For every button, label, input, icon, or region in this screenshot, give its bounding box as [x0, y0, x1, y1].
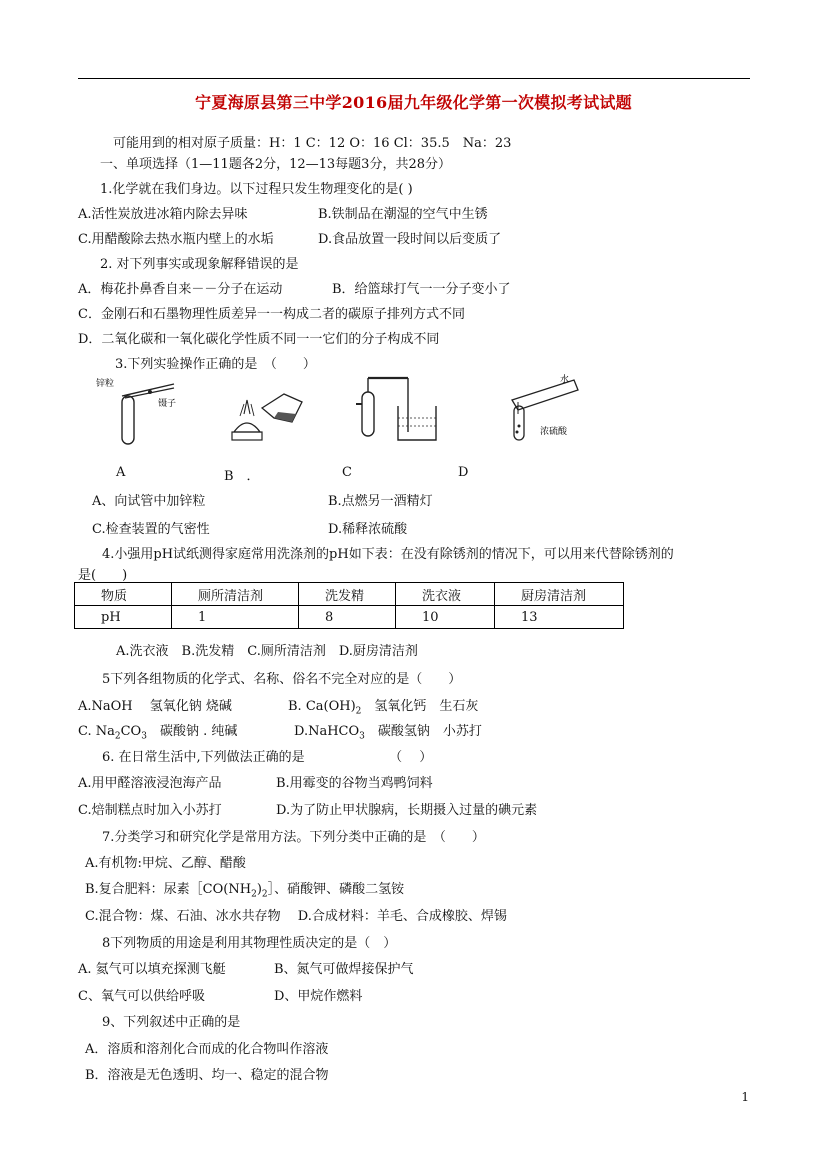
q2-option-d: D．二氧化碳和一氧化碳化学性质不同一一它们的分子构成不同: [78, 332, 440, 347]
page-title: 宁夏海原县第三中学2016届九年级化学第一次模拟考试试题: [195, 93, 632, 112]
q5-option-a: A.NaOH 氢氧化钠 烧碱: [78, 699, 232, 714]
fig-label-b: B ．: [224, 469, 260, 484]
fig-label-d: D: [458, 465, 469, 480]
atomic-masses: 可能用到的相对原子质量：H：1 C：12 O：16 Cl：35.5 Na：23: [113, 136, 512, 151]
q1-option-c: C.用醋酸除去热水瓶内壁上的水垢: [78, 232, 274, 247]
table-cell: pH: [75, 606, 172, 629]
q2-stem: 2. 对下列事实或现象解释错误的是: [100, 257, 299, 272]
q5-stem: 5下列各组物质的化学式、名称、俗名不完全对应的是（ ）: [102, 672, 462, 687]
figure-a-test-tube: [92, 374, 182, 449]
q6-stem: 6. 在日常生活中,下列做法正确的是 （ ）: [102, 750, 433, 765]
ph-table: [74, 582, 624, 629]
header-rule: [78, 78, 750, 79]
q7-option-c-d: C.混合物：煤、石油、冰水共存物 D.合成材料：羊毛、合成橡胶、焊锡: [85, 909, 507, 924]
figure-d-dilute-acid: [488, 374, 598, 449]
q1-option-d: D.食品放置一段时间以后变质了: [318, 232, 502, 247]
q4-stem-line2: 是( ): [78, 568, 128, 583]
fig-label-a: A: [116, 465, 126, 480]
q5-option-d: D.NaHCO$_3$ 碳酸氢钠 小苏打: [294, 724, 482, 742]
q2-option-b: B．给篮球打气一一分子变小了: [332, 282, 511, 297]
q4-options: A.洗衣液 B.洗发精 C.厕所清洁剂 D.厨房清洁剂: [116, 644, 418, 659]
q2-option-a: A．梅花扑鼻香自来－－分子在运动: [78, 282, 283, 297]
q2-option-c: C．金刚石和石墨物理性质差异一一构成二者的碳原子排列方式不同: [78, 307, 465, 322]
q8-option-b: B、氮气可做焊接保护气: [274, 962, 414, 977]
q3-stem: 3.下列实验操作正确的是 （ ）: [115, 357, 316, 372]
label-water: 水: [560, 375, 570, 385]
q1-option-b: B.铁制品在潮湿的空气中生锈: [318, 207, 488, 222]
q7-option-b: B.复合肥料：尿素$[CO(NH_2)_2]$、硝酸钾、磷酸二氢铵: [85, 882, 405, 900]
q1-stem: 1.化学就在我们身边。以下过程只发生物理变化的是( ): [100, 182, 413, 197]
q5-option-b: B. $Ca(OH)_2$ 氢氧化钙 生石灰: [288, 699, 479, 717]
table-cell: 13: [495, 606, 624, 629]
q7-stem: 7.分类学习和研究化学是常用方法。下列分类中正确的是 （ ）: [102, 830, 485, 845]
q3-option-d: D.稀释浓硫酸: [328, 522, 408, 537]
label-zinc: 锌粒: [96, 379, 115, 389]
table-cell: 洗衣液: [396, 583, 495, 606]
q3-option-b: B.点燃另一酒精灯: [328, 494, 433, 509]
table-cell: 8: [299, 606, 396, 629]
section-heading: 一、单项选择（1—11题各2分，12—13每题3分，共28分）: [100, 157, 451, 172]
table-cell: 物质: [75, 583, 172, 606]
page-number: 1: [741, 1090, 749, 1104]
q8-stem: 8下列物质的用途是利用其物理性质决定的是（ ）: [102, 936, 397, 951]
table-cell: 洗发精: [299, 583, 396, 606]
table-cell: 1: [172, 606, 299, 629]
q5-option-c: C. $Na_2CO_3$ 碳酸钠 . 纯碱: [78, 724, 238, 742]
q6-option-c: C.焙制糕点时加入小苏打: [78, 803, 222, 818]
table-cell: 10: [396, 606, 495, 629]
q3-option-c: C.检查装置的气密性: [92, 522, 210, 537]
table-row: [75, 583, 624, 606]
figure-b-alcohol-lamps: [222, 374, 312, 449]
q8-option-c: C、氧气可以供给呼吸: [78, 989, 205, 1004]
q9-option-b: B．溶液是无色透明、均一、稳定的混合物: [85, 1068, 329, 1083]
q6-option-a: A.用甲醛溶液浸泡海产品: [78, 776, 222, 791]
label-conc-acid: 浓硫酸: [540, 427, 568, 437]
q8-option-d: D、甲烷作燃料: [274, 989, 363, 1004]
fig-label-c: C: [342, 465, 352, 480]
table-row: [75, 606, 624, 629]
q6-option-d: D.为了防止甲状腺病，长期摄入过量的碘元素: [276, 803, 538, 818]
figure-c-airtightness: [352, 374, 462, 449]
q9-option-a: A．溶质和溶剂化合而成的化合物叫作溶液: [85, 1042, 329, 1057]
label-tweezers: 镊子: [158, 399, 177, 409]
table-cell: 厨房清洁剂: [495, 583, 624, 606]
q3-option-a: A、向试管中加锌粒: [92, 494, 206, 509]
q7-option-a: A.有机物:甲烷、乙醇、醋酸: [85, 856, 246, 871]
q1-option-a: A.活性炭放进冰箱内除去异味: [78, 207, 248, 222]
q4-stem-line1: 4.小强用pH试纸测得家庭常用洗涤剂的pH如下表：在没有除锈剂的情况下，可以用来代替除锈剂的: [102, 547, 674, 562]
q9-stem: 9、下列叙述中正确的是: [102, 1015, 241, 1030]
q8-option-a: A. 氦气可以填充探测飞艇: [78, 962, 226, 977]
q6-option-b: B.用霉变的谷物当鸡鸭饲料: [276, 776, 433, 791]
table-cell: 厕所清洁剂: [172, 583, 299, 606]
